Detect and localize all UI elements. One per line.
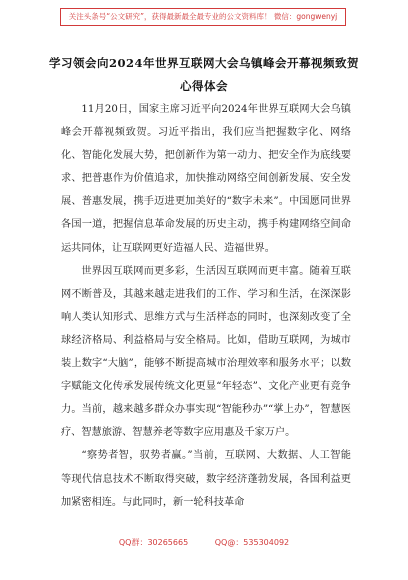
- promo-banner-text: 关注头条号“公文研究”，获得最新最全最专业的公文资料库！ 微信：gongwenyj: [68, 12, 338, 21]
- promo-banner: [60, 8, 346, 26]
- body-paragraph: 11月20日，国家主席习近平向2024年世界互联网大会乌镇峰会开幕视频致贺。习近平指出，我们应当把握数字化、网络化、智能化发展大势，把创新作为第一动力、把安全作为底线要求、把普惠作为价值追求，加快推动网络空间创新发展、安全发展、普惠发展，携手迈进更加美好的“数字未来”。中国愿同世界各国一道，把握信息革命发展的历史主动，携手构建网络空间命运共同体，让互联网更好造福人民、造福世界。: [61, 104, 351, 254]
- footer-qq-contact: QQ@：535304092: [214, 538, 290, 547]
- document-title: 学习领会向2024年世界互联网大会乌镇峰会开幕视频致贺: [48, 56, 359, 70]
- document-title-subline: 心得体会: [180, 79, 228, 93]
- body-paragraph: “察势者智，驭势者赢。”当前，互联网、大数据、人工智能等现代信息技术不断取得突破，数字经济蓬勃发展，各国利益更加紧密相连。与此同时，新一轮科技革命: [61, 450, 351, 508]
- body-paragraph: 世界因互联网而更多彩，生活因互联网而更丰富。随着互联网不断普及，其越来越走进我们的工作、学习和生活，在深深影响人类认知形式、思维方式与生活样态的同时，也深刻改变了全球经济格局、利益格局与安全格局。比如，借助互联网，为城市装上数字“大脑”，能够不断提高城市治理效率和服务水平；以数字赋能文化传承发展传统文化更显“年轻态”、文化产业更有竞争力。当前，越来越多群众办事实现“智能秒办”“掌上办”，智慧医疗、智慧旅游、智慧养老等数字应用惠及千家万户。: [61, 265, 351, 439]
- footer-contact: [0, 537, 408, 548]
- document-body: [61, 98, 351, 514]
- footer-qq-group: QQ群：30265665: [118, 538, 189, 547]
